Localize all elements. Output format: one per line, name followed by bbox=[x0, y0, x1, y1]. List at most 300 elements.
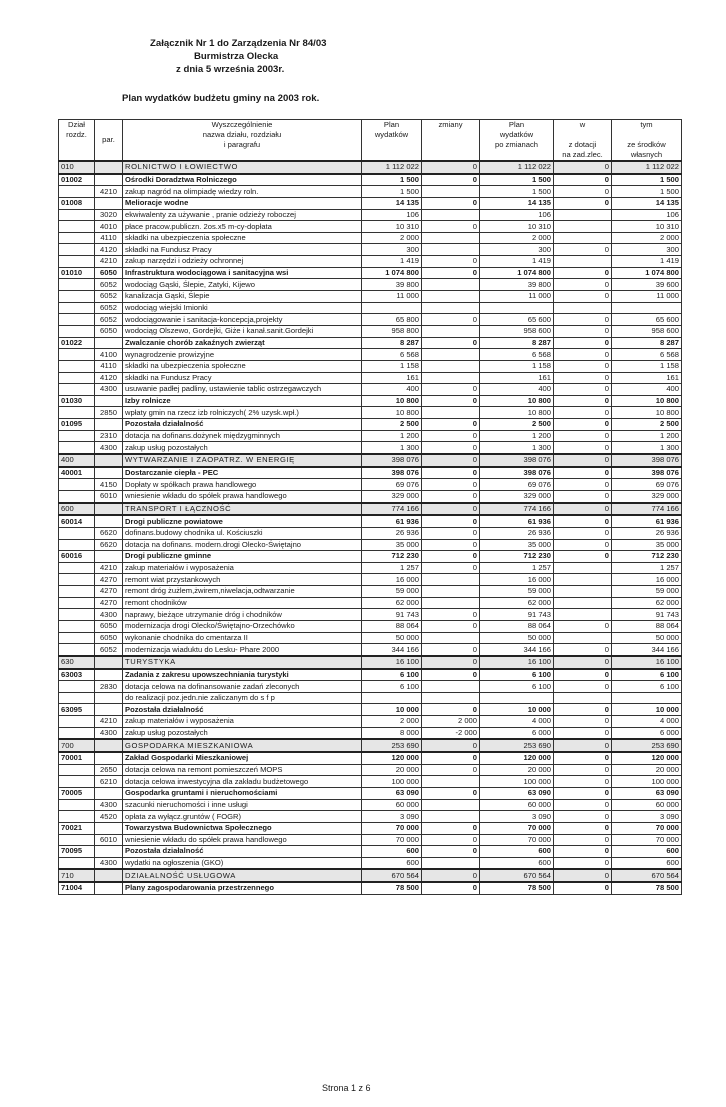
cell-plan-after: 329 000 bbox=[480, 490, 554, 502]
cell-code bbox=[59, 291, 95, 303]
cell-grant bbox=[554, 221, 612, 233]
cell-grant: 0 bbox=[554, 857, 612, 869]
cell-name: składki na Fundusz Pracy bbox=[123, 244, 362, 256]
cell-code: 400 bbox=[59, 454, 95, 467]
cell-plan-after: 20 000 bbox=[480, 764, 554, 776]
table-row bbox=[59, 430, 682, 442]
cell-paragraph: 2830 bbox=[95, 681, 123, 693]
cell-plan-after: 300 bbox=[480, 244, 554, 256]
cell-plan: 120 000 bbox=[362, 752, 422, 764]
cell-name: wniesienie wkładu do spółek prawa handlowego bbox=[123, 490, 362, 502]
cell-code bbox=[59, 692, 95, 704]
cell-paragraph: 6052 bbox=[95, 279, 123, 291]
cell-own-funds: 1 158 bbox=[612, 360, 682, 372]
cell-own-funds: 8 287 bbox=[612, 337, 682, 349]
cell-grant bbox=[554, 256, 612, 268]
cell-code bbox=[59, 209, 95, 221]
cell-plan: 1 419 bbox=[362, 256, 422, 268]
cell-changes: 0 bbox=[422, 454, 480, 467]
cell-changes: 0 bbox=[422, 384, 480, 396]
cell-plan-after: 88 064 bbox=[480, 620, 554, 632]
section-row bbox=[59, 503, 682, 516]
cell-name: dotacja na dofinans. modern.drogi Olecko-Świętajno bbox=[123, 539, 362, 551]
cell-changes: 0 bbox=[422, 503, 480, 516]
cell-changes: 0 bbox=[422, 620, 480, 632]
cell-code: 600 bbox=[59, 503, 95, 516]
cell-own-funds: 600 bbox=[612, 857, 682, 869]
cell-changes bbox=[422, 291, 480, 303]
cell-own-funds: 4 000 bbox=[612, 716, 682, 728]
cell-code: 70095 bbox=[59, 846, 95, 858]
cell-plan-after: 3 090 bbox=[480, 811, 554, 823]
cell-code bbox=[59, 857, 95, 869]
cell-own-funds: 10 800 bbox=[612, 395, 682, 407]
cell-grant: 0 bbox=[554, 314, 612, 326]
cell-paragraph bbox=[95, 869, 123, 882]
cell-plan-after: 161 bbox=[480, 372, 554, 384]
cell-paragraph: 4110 bbox=[95, 360, 123, 372]
cell-name: składki na ubezpieczenia społeczne bbox=[123, 232, 362, 244]
subsection-row bbox=[59, 882, 682, 894]
table-row bbox=[59, 727, 682, 739]
cell-code: 60016 bbox=[59, 551, 95, 563]
cell-grant: 0 bbox=[554, 407, 612, 419]
cell-plan-after: 10 800 bbox=[480, 395, 554, 407]
cell-own-funds: 3 090 bbox=[612, 811, 682, 823]
cell-paragraph: 6620 bbox=[95, 539, 123, 551]
cell-changes: 0 bbox=[422, 197, 480, 209]
cell-paragraph bbox=[95, 822, 123, 834]
cell-changes: 0 bbox=[422, 551, 480, 563]
cell-plan-after: 16 100 bbox=[480, 656, 554, 669]
cell-plan: 16 100 bbox=[362, 656, 422, 669]
table-row bbox=[59, 314, 682, 326]
cell-changes: 0 bbox=[422, 337, 480, 349]
cell-paragraph: 4270 bbox=[95, 586, 123, 598]
cell-plan: 6 100 bbox=[362, 681, 422, 693]
cell-own-funds: 1 074 800 bbox=[612, 267, 682, 279]
cell-plan: 10 800 bbox=[362, 395, 422, 407]
cell-plan-after: 35 000 bbox=[480, 539, 554, 551]
cell-own-funds: 2 500 bbox=[612, 419, 682, 431]
cell-grant: 0 bbox=[554, 174, 612, 186]
cell-grant: 0 bbox=[554, 811, 612, 823]
cell-grant: 0 bbox=[554, 799, 612, 811]
cell-plan: 63 090 bbox=[362, 787, 422, 799]
cell-name: zakup narzędzi i odzieży ochronnej bbox=[123, 256, 362, 268]
cell-name: Zwalczanie chorób zakaźnych zwierząt bbox=[123, 337, 362, 349]
cell-code: 71004 bbox=[59, 882, 95, 894]
cell-plan-after bbox=[480, 302, 554, 314]
cell-plan-after: 600 bbox=[480, 846, 554, 858]
cell-grant: 0 bbox=[554, 490, 612, 502]
table-row bbox=[59, 811, 682, 823]
section-row bbox=[59, 869, 682, 882]
cell-paragraph bbox=[95, 467, 123, 479]
cell-paragraph: 4300 bbox=[95, 857, 123, 869]
cell-paragraph: 6050 bbox=[95, 325, 123, 337]
cell-name: dofinans.budowy chodnika ul. Kościuszki bbox=[123, 527, 362, 539]
budget-table bbox=[58, 119, 682, 895]
cell-changes bbox=[422, 325, 480, 337]
cell-own-funds: 78 500 bbox=[612, 882, 682, 894]
cell-plan-after: 1 500 bbox=[480, 186, 554, 198]
cell-plan-after: 10 000 bbox=[480, 704, 554, 716]
cell-paragraph bbox=[95, 174, 123, 186]
cell-plan-after: 63 090 bbox=[480, 787, 554, 799]
cell-plan: 2 000 bbox=[362, 232, 422, 244]
cell-paragraph: 6050 bbox=[95, 620, 123, 632]
table-row bbox=[59, 221, 682, 233]
cell-grant: 0 bbox=[554, 620, 612, 632]
cell-paragraph bbox=[95, 197, 123, 209]
cell-changes: 0 bbox=[422, 704, 480, 716]
table-row bbox=[59, 349, 682, 361]
cell-code bbox=[59, 681, 95, 693]
cell-own-funds: 88 064 bbox=[612, 620, 682, 632]
subsection-row bbox=[59, 515, 682, 527]
cell-grant: 0 bbox=[554, 419, 612, 431]
cell-grant bbox=[554, 586, 612, 598]
cell-changes: 0 bbox=[422, 669, 480, 681]
cell-paragraph: 6050 bbox=[95, 632, 123, 644]
cell-code bbox=[59, 716, 95, 728]
cell-plan: 8 287 bbox=[362, 337, 422, 349]
cell-name: dotacja na dofinans.dożynek międzygminnych bbox=[123, 430, 362, 442]
cell-paragraph: 4120 bbox=[95, 372, 123, 384]
cell-own-funds: 400 bbox=[612, 384, 682, 396]
cell-grant: 0 bbox=[554, 467, 612, 479]
cell-grant bbox=[554, 574, 612, 586]
cell-grant bbox=[554, 692, 612, 704]
cell-name: Dostarczanie ciepła - PEC bbox=[123, 467, 362, 479]
cell-grant bbox=[554, 232, 612, 244]
cell-paragraph bbox=[95, 692, 123, 704]
cell-paragraph: 4210 bbox=[95, 716, 123, 728]
subsection-row bbox=[59, 846, 682, 858]
cell-plan-after bbox=[480, 692, 554, 704]
cell-grant: 0 bbox=[554, 360, 612, 372]
cell-grant: 0 bbox=[554, 727, 612, 739]
cell-plan: 61 936 bbox=[362, 515, 422, 527]
cell-code: 710 bbox=[59, 869, 95, 882]
cell-own-funds: 1 419 bbox=[612, 256, 682, 268]
cell-paragraph: 4300 bbox=[95, 384, 123, 396]
cell-plan-after: 712 230 bbox=[480, 551, 554, 563]
cell-paragraph: 4300 bbox=[95, 727, 123, 739]
cell-code bbox=[59, 442, 95, 454]
cell-own-funds: 600 bbox=[612, 846, 682, 858]
cell-plan-after: 16 000 bbox=[480, 574, 554, 586]
cell-paragraph: 4300 bbox=[95, 442, 123, 454]
cell-changes: 0 bbox=[422, 752, 480, 764]
cell-name: do realizacji poz.jedn.nie zaliczanym do s f p bbox=[123, 692, 362, 704]
cell-code bbox=[59, 279, 95, 291]
table-row bbox=[59, 609, 682, 621]
table-row bbox=[59, 232, 682, 244]
cell-plan-after: 78 500 bbox=[480, 882, 554, 894]
cell-plan bbox=[362, 692, 422, 704]
cell-changes bbox=[422, 302, 480, 314]
cell-paragraph: 4110 bbox=[95, 232, 123, 244]
cell-paragraph: 6010 bbox=[95, 490, 123, 502]
cell-grant: 0 bbox=[554, 279, 612, 291]
col-zmiany: zmiany bbox=[422, 120, 480, 162]
cell-name: remont wiat przystankowych bbox=[123, 574, 362, 586]
cell-grant: 0 bbox=[554, 787, 612, 799]
cell-changes: 0 bbox=[422, 882, 480, 894]
subsection-row bbox=[59, 704, 682, 716]
section-row bbox=[59, 454, 682, 467]
cell-plan-after: 774 166 bbox=[480, 503, 554, 516]
cell-own-funds: 10 310 bbox=[612, 221, 682, 233]
cell-plan-after: 100 000 bbox=[480, 776, 554, 788]
cell-own-funds: 60 000 bbox=[612, 799, 682, 811]
cell-plan-after: 1 158 bbox=[480, 360, 554, 372]
cell-plan-after: 2 000 bbox=[480, 232, 554, 244]
cell-paragraph: 6052 bbox=[95, 314, 123, 326]
cell-grant: 0 bbox=[554, 776, 612, 788]
cell-name: wynagrodzenie prowizyjne bbox=[123, 349, 362, 361]
cell-name: wpłaty gmin na rzecz izb rolniczych( 2% uzysk.wpł.) bbox=[123, 407, 362, 419]
cell-name: wniesienie wkładu do spółek prawa handlowego bbox=[123, 834, 362, 846]
cell-grant: 0 bbox=[554, 291, 612, 303]
page-title: Plan wydatków budżetu gminy na 2003 rok. bbox=[122, 93, 320, 104]
subsection-row bbox=[59, 267, 682, 279]
cell-grant bbox=[554, 209, 612, 221]
cell-name: Ośrodki Doradztwa Rolniczego bbox=[123, 174, 362, 186]
cell-changes bbox=[422, 232, 480, 244]
cell-code bbox=[59, 372, 95, 384]
cell-name: składki na Fundusz Pracy bbox=[123, 372, 362, 384]
cell-plan: 8 000 bbox=[362, 727, 422, 739]
cell-changes bbox=[422, 799, 480, 811]
cell-code bbox=[59, 186, 95, 198]
cell-changes bbox=[422, 574, 480, 586]
page-footer: Strona 1 z 6 bbox=[322, 1083, 371, 1093]
cell-code bbox=[59, 586, 95, 598]
cell-grant: 0 bbox=[554, 384, 612, 396]
cell-plan: 60 000 bbox=[362, 799, 422, 811]
subsection-row bbox=[59, 551, 682, 563]
cell-plan: 70 000 bbox=[362, 822, 422, 834]
cell-name: ekwiwalenty za używanie , pranie odzieży roboczej bbox=[123, 209, 362, 221]
cell-paragraph: 6620 bbox=[95, 527, 123, 539]
cell-plan: 1 500 bbox=[362, 186, 422, 198]
cell-paragraph bbox=[95, 882, 123, 894]
cell-code: 63095 bbox=[59, 704, 95, 716]
cell-grant: 0 bbox=[554, 656, 612, 669]
cell-plan: 78 500 bbox=[362, 882, 422, 894]
cell-name: remont dróg żużlem,żwirem,niwelacja,odtwarzanie bbox=[123, 586, 362, 598]
cell-own-funds: 958 600 bbox=[612, 325, 682, 337]
table-row bbox=[59, 834, 682, 846]
cell-own-funds: 1 200 bbox=[612, 430, 682, 442]
cell-code: 70001 bbox=[59, 752, 95, 764]
cell-plan: 65 800 bbox=[362, 314, 422, 326]
cell-own-funds: 91 743 bbox=[612, 609, 682, 621]
cell-changes: 0 bbox=[422, 527, 480, 539]
cell-code bbox=[59, 644, 95, 656]
cell-name: zakup usług pozostałych bbox=[123, 727, 362, 739]
cell-plan-after: 26 936 bbox=[480, 527, 554, 539]
cell-grant: 0 bbox=[554, 846, 612, 858]
cell-grant: 0 bbox=[554, 669, 612, 681]
cell-code bbox=[59, 244, 95, 256]
cell-name: wodociąg wiejski Imionki bbox=[123, 302, 362, 314]
cell-changes: 0 bbox=[422, 515, 480, 527]
cell-name: remont chodników bbox=[123, 597, 362, 609]
cell-grant: 0 bbox=[554, 503, 612, 516]
cell-code: 01008 bbox=[59, 197, 95, 209]
table-row bbox=[59, 799, 682, 811]
table-row bbox=[59, 407, 682, 419]
cell-plan: 62 000 bbox=[362, 597, 422, 609]
cell-own-funds: 63 090 bbox=[612, 787, 682, 799]
cell-plan: 400 bbox=[362, 384, 422, 396]
table-row bbox=[59, 539, 682, 551]
cell-plan: 2 000 bbox=[362, 716, 422, 728]
cell-changes bbox=[422, 776, 480, 788]
cell-grant: 0 bbox=[554, 704, 612, 716]
cell-name: naprawy, bieżące utrzymanie dróg i chodników bbox=[123, 609, 362, 621]
cell-changes: 0 bbox=[422, 479, 480, 491]
cell-plan-after: 59 000 bbox=[480, 586, 554, 598]
cell-plan: 253 690 bbox=[362, 739, 422, 752]
cell-own-funds: 712 230 bbox=[612, 551, 682, 563]
table-row bbox=[59, 442, 682, 454]
cell-changes: 0 bbox=[422, 442, 480, 454]
cell-paragraph: 4210 bbox=[95, 256, 123, 268]
cell-name: Pozostała działalność bbox=[123, 419, 362, 431]
cell-changes: 0 bbox=[422, 822, 480, 834]
cell-changes: 0 bbox=[422, 395, 480, 407]
cell-plan: 1 200 bbox=[362, 430, 422, 442]
cell-plan-after: 10 800 bbox=[480, 407, 554, 419]
cell-own-funds: 2 000 bbox=[612, 232, 682, 244]
cell-plan: 161 bbox=[362, 372, 422, 384]
cell-grant: 0 bbox=[554, 430, 612, 442]
cell-plan bbox=[362, 302, 422, 314]
cell-name: wodociąg Olszewo, Gordejki, Giże i kanał.sanit.Gordejki bbox=[123, 325, 362, 337]
cell-own-funds: 65 600 bbox=[612, 314, 682, 326]
cell-code: 63003 bbox=[59, 669, 95, 681]
cell-changes bbox=[422, 209, 480, 221]
cell-changes: 0 bbox=[422, 869, 480, 882]
cell-code bbox=[59, 799, 95, 811]
table-row bbox=[59, 244, 682, 256]
cell-plan: 6 568 bbox=[362, 349, 422, 361]
cell-paragraph bbox=[95, 669, 123, 681]
cell-name: płace pracow.publiczn. 2os.x5 m-cy-dopłata bbox=[123, 221, 362, 233]
cell-grant bbox=[554, 632, 612, 644]
cell-grant: 0 bbox=[554, 244, 612, 256]
cell-name: DZIAŁALNOŚĆ USŁUGOWA bbox=[123, 869, 362, 882]
cell-grant bbox=[554, 609, 612, 621]
cell-paragraph: 6210 bbox=[95, 776, 123, 788]
cell-own-funds: 61 936 bbox=[612, 515, 682, 527]
table-row bbox=[59, 644, 682, 656]
cell-changes bbox=[422, 692, 480, 704]
cell-name: zakup nagród na olimpiadę wiedzy roln. bbox=[123, 186, 362, 198]
cell-name: wykonanie chodnika do cmentarza II bbox=[123, 632, 362, 644]
col-z-dotacji: w z dotacji na zad.zlec. bbox=[554, 120, 612, 162]
col-plan-po-zmianach: Plan wydatków po zmianach bbox=[480, 120, 554, 162]
cell-plan: 88 064 bbox=[362, 620, 422, 632]
cell-name: Zadania z zakresu upowszechniania turystyki bbox=[123, 669, 362, 681]
cell-grant: 0 bbox=[554, 822, 612, 834]
cell-own-funds: 774 166 bbox=[612, 503, 682, 516]
cell-own-funds: 26 936 bbox=[612, 527, 682, 539]
cell-plan: 600 bbox=[362, 857, 422, 869]
cell-own-funds: 35 000 bbox=[612, 539, 682, 551]
cell-grant: 0 bbox=[554, 186, 612, 198]
cell-name: usuwanie padłej padliny, ustawienie tablic ostrzegawczych bbox=[123, 384, 362, 396]
cell-code bbox=[59, 574, 95, 586]
cell-code bbox=[59, 597, 95, 609]
cell-code bbox=[59, 221, 95, 233]
cell-changes bbox=[422, 186, 480, 198]
cell-code bbox=[59, 232, 95, 244]
cell-plan-after: 69 076 bbox=[480, 479, 554, 491]
cell-plan: 3 090 bbox=[362, 811, 422, 823]
cell-code bbox=[59, 539, 95, 551]
cell-own-funds bbox=[612, 302, 682, 314]
table-row bbox=[59, 562, 682, 574]
cell-plan: 11 000 bbox=[362, 291, 422, 303]
cell-name: Gospodarka gruntami i nieruchomościami bbox=[123, 787, 362, 799]
cell-plan: 106 bbox=[362, 209, 422, 221]
cell-changes bbox=[422, 632, 480, 644]
cell-plan-after: 14 135 bbox=[480, 197, 554, 209]
section-row bbox=[59, 656, 682, 669]
cell-paragraph: 3020 bbox=[95, 209, 123, 221]
cell-grant: 0 bbox=[554, 197, 612, 209]
cell-paragraph: 6052 bbox=[95, 644, 123, 656]
cell-name: Melioracje wodne bbox=[123, 197, 362, 209]
cell-plan: 344 166 bbox=[362, 644, 422, 656]
cell-grant: 0 bbox=[554, 349, 612, 361]
cell-plan: 16 000 bbox=[362, 574, 422, 586]
cell-plan: 26 936 bbox=[362, 527, 422, 539]
cell-own-funds: 10 000 bbox=[612, 704, 682, 716]
cell-own-funds: 670 564 bbox=[612, 869, 682, 882]
cell-paragraph bbox=[95, 551, 123, 563]
cell-changes bbox=[422, 349, 480, 361]
cell-changes bbox=[422, 372, 480, 384]
cell-plan-after: 344 166 bbox=[480, 644, 554, 656]
annex-line: Załącznik Nr 1 do Zarządzenia Nr 84/03 bbox=[150, 38, 327, 49]
cell-paragraph bbox=[95, 503, 123, 516]
cell-plan: 398 076 bbox=[362, 467, 422, 479]
cell-plan-after: 10 310 bbox=[480, 221, 554, 233]
cell-changes bbox=[422, 597, 480, 609]
cell-plan-after: 6 100 bbox=[480, 681, 554, 693]
cell-changes: 0 bbox=[422, 656, 480, 669]
cell-grant: 0 bbox=[554, 764, 612, 776]
cell-own-funds: 300 bbox=[612, 244, 682, 256]
cell-code bbox=[59, 360, 95, 372]
cell-code bbox=[59, 811, 95, 823]
cell-plan: 10 000 bbox=[362, 704, 422, 716]
cell-paragraph bbox=[95, 161, 123, 174]
cell-name: Pozostała działalność bbox=[123, 846, 362, 858]
cell-own-funds: 70 000 bbox=[612, 834, 682, 846]
cell-plan-after: 958 600 bbox=[480, 325, 554, 337]
table-row bbox=[59, 186, 682, 198]
cell-name: Plany zagospodarowania przestrzennego bbox=[123, 882, 362, 894]
cell-name: zakup materiałów i wyposażenia bbox=[123, 716, 362, 728]
